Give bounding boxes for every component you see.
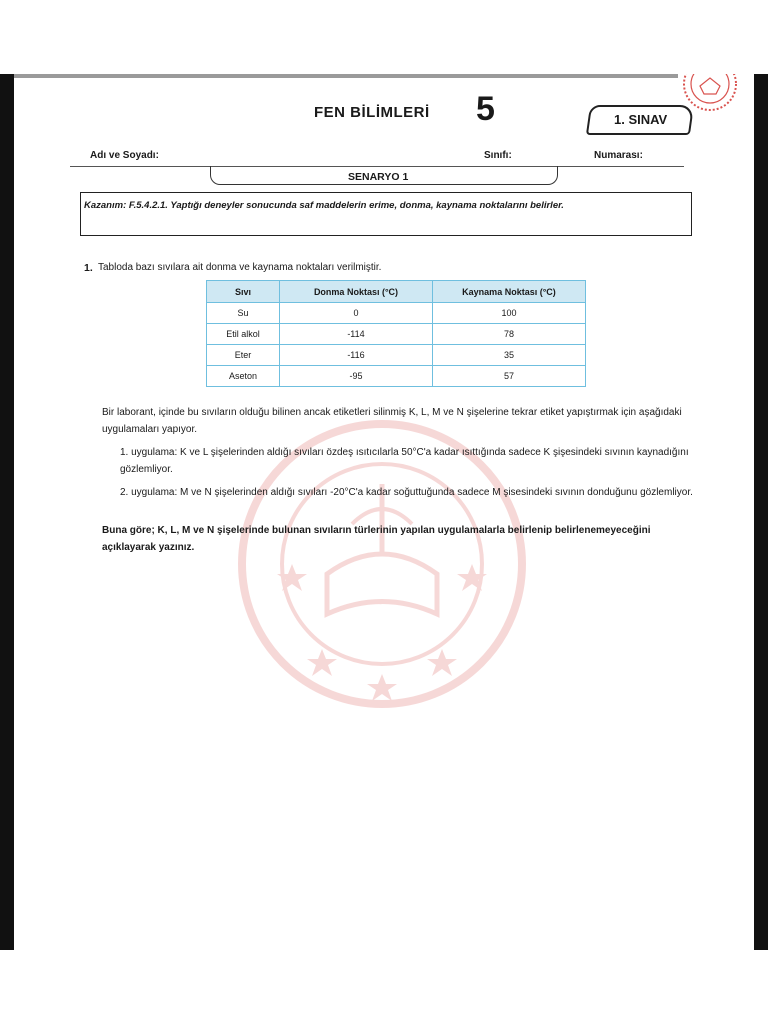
class-field-label: Sınıfı: <box>484 150 512 161</box>
grade-number: 5 <box>476 90 495 128</box>
subject-title: FEN BİLİMLERİ <box>314 104 430 121</box>
table-cell: Etil alkol <box>207 324 280 345</box>
table-row <box>207 324 586 345</box>
table-row <box>207 345 586 366</box>
question-paragraph: Bir laborant, içinde bu sıvıların olduğu bilinen ancak etiketleri silinmiş K, L, M ve N şişelerine tekrar etiket yapıştırmak için aşağıdaki uygulamaları yapıyor. <box>102 407 682 435</box>
question-text: Tabloda bazı sıvılara ait donma ve kaynama noktaları verilmiştir. <box>98 262 382 273</box>
top-margin <box>0 0 768 74</box>
table-cell: Su <box>207 303 280 324</box>
table-row <box>207 303 586 324</box>
right-border <box>754 74 768 950</box>
exam-page <box>14 74 754 950</box>
step-1-text: 1. uygulama: K ve L şişelerinden aldığı sıvıları özdeş ısıtıcılarla 50°C'a kadar ısıttığında sadece K şişesindeki sıvının kaynadığını gözlemliyor. <box>120 447 689 475</box>
bottom-margin <box>0 950 768 1024</box>
left-border <box>0 74 14 950</box>
table-cell: -114 <box>280 324 433 345</box>
table-cell: -95 <box>280 366 433 387</box>
question-prompt: Buna göre; K, L, M ve N şişelerinde bulunan sıvıların türlerinin yapılan uygulamalarla belirlenip belirlenemeyeceğini açıklayarak yazınız. <box>102 525 651 553</box>
table-header-boiling: Kaynama Noktası (°C) <box>433 281 586 303</box>
table-cell: 57 <box>433 366 586 387</box>
table-cell: 100 <box>433 303 586 324</box>
table-cell: 78 <box>433 324 586 345</box>
name-field-label: Adı ve Soyadı: <box>90 150 159 161</box>
table-row <box>207 366 586 387</box>
exam-label: 1. SINAV <box>614 112 668 127</box>
table-cell: Eter <box>207 345 280 366</box>
step-2-text: 2. uygulama: M ve N şişelerinden aldığı sıvıları -20°C'a kadar soğuttuğunda sadece M şisesindeki sıvının donduğunu gözlemliyor. <box>120 487 693 498</box>
number-field-label: Numarası: <box>594 150 643 161</box>
ministry-seal-icon <box>682 74 738 112</box>
table-header-freezing: Donma Noktası (°C) <box>280 281 433 303</box>
liquid-table <box>206 280 586 387</box>
table-cell: Aseton <box>207 366 280 387</box>
kazanim-text: Kazanım: F.5.4.2.1. Yaptığı deneyler sonucunda saf maddelerin erime, donma, kaynama noktalarını belirler. <box>84 200 564 211</box>
page-top-rule <box>14 74 678 78</box>
table-cell: 35 <box>433 345 586 366</box>
table-header-liquid: Sıvı <box>207 281 280 303</box>
table-cell: 0 <box>280 303 433 324</box>
question-number: 1. <box>84 262 93 274</box>
scenario-label: SENARYO 1 <box>348 171 409 183</box>
table-cell: -116 <box>280 345 433 366</box>
